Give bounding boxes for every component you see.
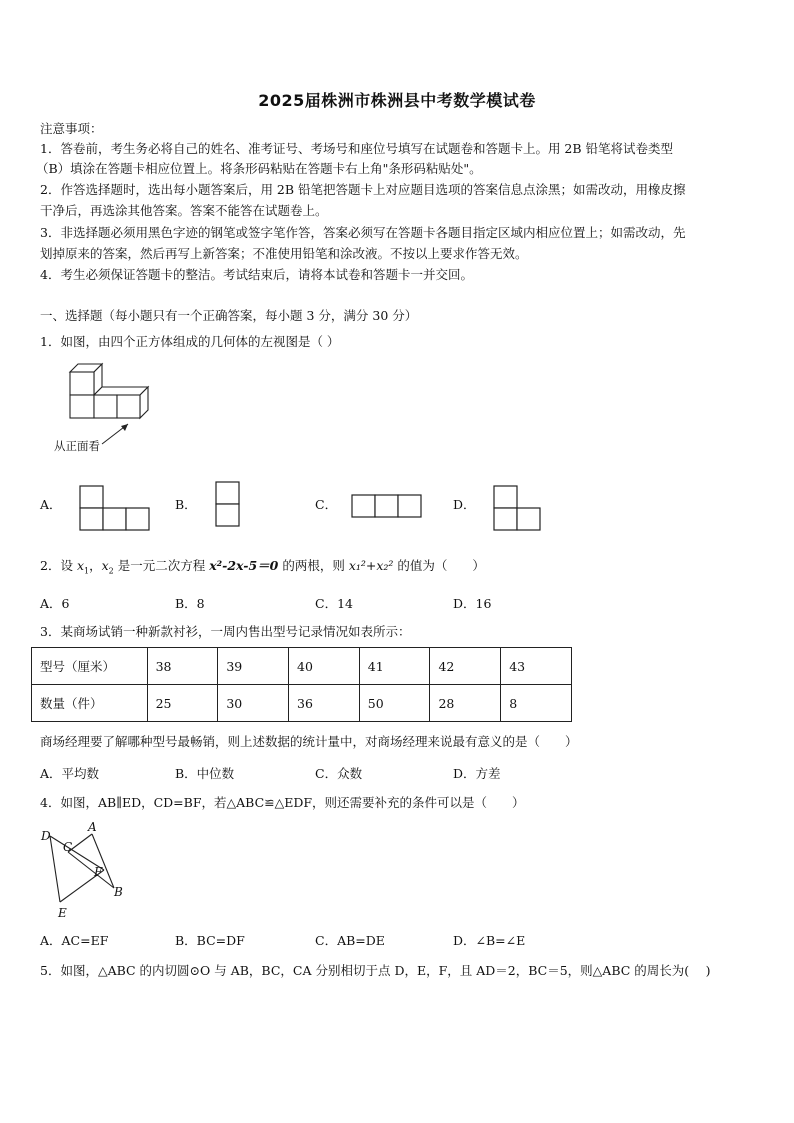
table-cell: 50 <box>359 685 430 722</box>
section-heading: 一、选择题（每小题只有一个正确答案，每小题 3 分，满分 30 分） <box>40 308 418 323</box>
point-label-b: B <box>114 885 123 899</box>
q4-option-a[interactable]: A．AC=EF <box>40 933 109 948</box>
q4-option-b[interactable]: B．BC=DF <box>175 933 245 948</box>
question-2-stem: 2．设 $x_1$，$x_2$ 是一元二次方程 x²-2x-5＝0 的两根，则 x₁²+x₂² 的值为（ ） <box>40 558 485 576</box>
notice-line: 4．考生必须保证答题卡的整洁。考试结束后，请将本试卷和答题卡一并交回。 <box>40 267 473 282</box>
q3-option-c[interactable]: C．众数 <box>315 766 363 781</box>
table-cell: 数量（件） <box>32 685 148 722</box>
table-cell: 型号（厘米） <box>32 648 148 685</box>
q1-option-c-figure <box>351 494 423 519</box>
table-cell: 36 <box>289 685 360 722</box>
q1-option-d-figure <box>493 485 543 531</box>
table-row <box>32 648 572 685</box>
point-label-a: A <box>88 820 97 834</box>
q2-option-d[interactable]: D．16 <box>453 596 492 611</box>
q4-option-c[interactable]: C．AB=DE <box>315 933 385 948</box>
size-sales-table <box>31 647 572 722</box>
q1-option-a-figure <box>79 485 151 531</box>
q3-option-d[interactable]: D．方差 <box>453 766 501 781</box>
table-cell: 43 <box>501 648 572 685</box>
page-title: 2025届株洲市株洲县中考数学模试卷 <box>258 91 536 110</box>
q3-option-a[interactable]: A．平均数 <box>40 766 100 781</box>
table-cell: 42 <box>430 648 501 685</box>
q1-figure-caption: 从正面看 <box>54 439 100 453</box>
notice-heading: 注意事项： <box>40 121 103 136</box>
table-cell: 25 <box>147 685 218 722</box>
notice-line: 3．非选择题必须用黑色字迹的钢笔或签字笔作答，答案必须写在答题卡各题目指定区域内相应位置上；如需改动，先 <box>40 225 686 240</box>
table-cell: 8 <box>501 685 572 722</box>
q3-option-b[interactable]: B．中位数 <box>175 766 235 781</box>
q3-options <box>0 764 794 782</box>
question-5-stem: 5．如图，△ABC 的内切圆⊙O 与 AB，BC，CA 分别相切于点 D，E，F，且 AD＝2，BC＝5，则△ABC 的周长为( ) <box>40 963 711 978</box>
question-3-followup: 商场经理要了解哪种型号最畅销，则上述数据的统计量中，对商场经理来说最有意义的是（ ） <box>40 734 578 749</box>
q1-option-c[interactable]: C． <box>315 497 338 512</box>
point-label-c: C <box>63 840 73 854</box>
q1-option-b-figure <box>215 481 241 527</box>
table-cell: 28 <box>430 685 501 722</box>
q4-options <box>0 931 794 949</box>
notice-line: 1．答卷前，考生务必将自己的姓名、准考证号、考场号和座位号填写在试题卷和答题卡上。用 2B 铅笔将试卷类型 <box>40 141 674 156</box>
question-1-stem: 1．如图，由四个正方体组成的几何体的左视图是（ ） <box>40 334 340 349</box>
question-3-stem: 3．某商场试销一种新款衬衫，一周内售出型号记录情况如表所示： <box>40 624 411 639</box>
q4-triangle-figure <box>36 818 136 922</box>
notice-line: 干净后，再选涂其他答案。答案不能答在试题卷上。 <box>40 203 328 218</box>
point-label-d: D <box>41 829 51 843</box>
q1-option-d[interactable]: D． <box>453 497 476 512</box>
q2-options <box>0 594 794 612</box>
q1-option-a[interactable]: A． <box>40 497 62 512</box>
q1-option-b[interactable]: B． <box>175 497 197 512</box>
table-cell: 38 <box>147 648 218 685</box>
notice-line: （B）填涂在答题卡相应位置上。将条形码粘贴在答题卡右上角"条形码粘贴处"。 <box>36 161 482 176</box>
notice-line: 划掉原来的答案，然后再写上新答案；不准使用铅笔和涂改液。不按以上要求作答无效。 <box>40 246 528 261</box>
table-cell: 30 <box>218 685 289 722</box>
notice-line: 2．作答选择题时，选出每小题答案后，用 2B 铅笔把答题卡上对应题目选项的答案信息点涂黑；如需改动，用橡皮擦 <box>40 182 686 197</box>
q2-option-a[interactable]: A．6 <box>40 596 70 611</box>
point-label-f: F <box>94 865 103 879</box>
q2-option-b[interactable]: B．8 <box>175 596 205 611</box>
question-4-stem: 4．如图，AB∥ED，CD=BF，若△ABC≌△EDF，则还需要补充的条件可以是（ ） <box>40 795 525 810</box>
table-cell: 39 <box>218 648 289 685</box>
point-label-e: E <box>58 906 67 920</box>
q2-option-c[interactable]: C．14 <box>315 596 353 611</box>
q4-option-d[interactable]: D．∠B=∠E <box>453 933 526 948</box>
table-row <box>32 685 572 722</box>
table-cell: 40 <box>289 648 360 685</box>
table-cell: 41 <box>359 648 430 685</box>
